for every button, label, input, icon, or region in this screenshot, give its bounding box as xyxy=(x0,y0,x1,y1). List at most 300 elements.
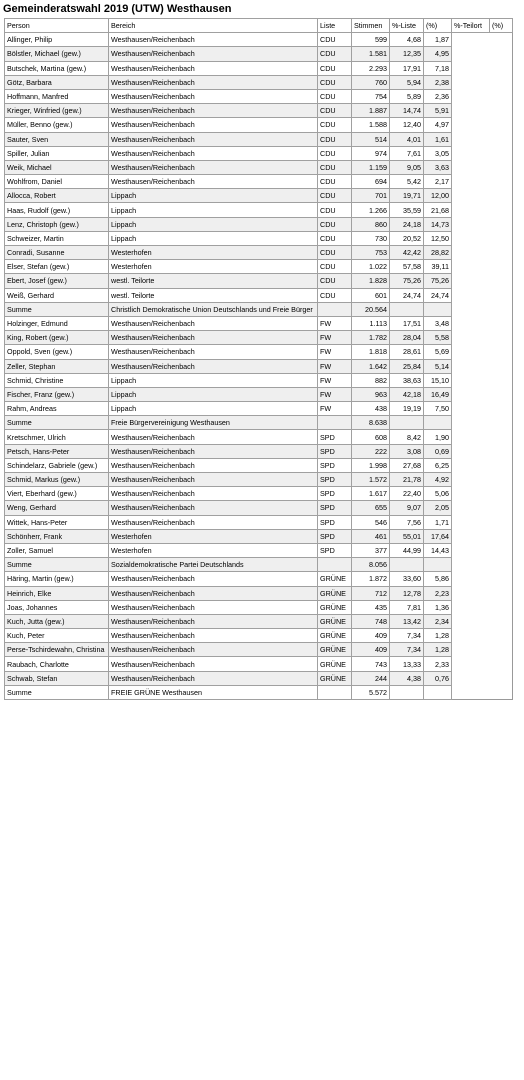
prozent-liste-cell: 7,81 xyxy=(390,600,424,614)
table-row xyxy=(5,600,513,614)
table-row xyxy=(5,132,513,146)
table-row xyxy=(5,586,513,600)
person-cell: Hoffmann, Manfred xyxy=(5,89,109,103)
bereich-cell: Westhausen/Reichenbach xyxy=(109,572,318,586)
liste-cell: SPD xyxy=(318,515,352,529)
stimmen-cell: 1.782 xyxy=(352,331,390,345)
bereich-cell: Westhausen/Reichenbach xyxy=(109,430,318,444)
table-row xyxy=(5,316,513,330)
stimmen-cell: 760 xyxy=(352,75,390,89)
prozent-cell: 5,14 xyxy=(424,359,452,373)
person-cell: Schmid, Christine xyxy=(5,373,109,387)
table-row xyxy=(5,260,513,274)
bereich-cell: Westhausen/Reichenbach xyxy=(109,487,318,501)
table-row xyxy=(5,501,513,515)
empty-cell xyxy=(452,118,513,132)
person-cell: Schwab, Stefan xyxy=(5,671,109,685)
prozent-cell: 5,86 xyxy=(424,572,452,586)
person-cell: Kuch, Peter xyxy=(5,629,109,643)
prozent-cell: 28,82 xyxy=(424,246,452,260)
stimmen-cell: 701 xyxy=(352,189,390,203)
prozent-liste-cell xyxy=(390,558,424,572)
empty-cell xyxy=(452,529,513,543)
empty-cell xyxy=(452,657,513,671)
liste-cell: GRÜNE xyxy=(318,643,352,657)
stimmen-cell: 882 xyxy=(352,373,390,387)
empty-cell xyxy=(452,246,513,260)
empty-cell xyxy=(452,416,513,430)
bereich-cell: Westhausen/Reichenbach xyxy=(109,75,318,89)
stimmen-cell: 1.642 xyxy=(352,359,390,373)
person-cell: Schweizer, Martin xyxy=(5,231,109,245)
header-prozent-2: (%) xyxy=(490,19,513,33)
prozent-cell: 1,87 xyxy=(424,33,452,47)
empty-cell xyxy=(452,302,513,316)
header-prozent-1: (%) xyxy=(424,19,452,33)
stimmen-cell: 974 xyxy=(352,146,390,160)
liste-cell: CDU xyxy=(318,146,352,160)
bereich-cell: FREIE GRÜNE Westhausen xyxy=(109,685,318,699)
header-person: Person xyxy=(5,19,109,33)
liste-cell: CDU xyxy=(318,175,352,189)
liste-cell: GRÜNE xyxy=(318,629,352,643)
table-row xyxy=(5,189,513,203)
prozent-cell: 24,74 xyxy=(424,288,452,302)
prozent-cell: 2,34 xyxy=(424,614,452,628)
prozent-cell: 17,64 xyxy=(424,529,452,543)
table-row xyxy=(5,487,513,501)
prozent-liste-cell: 75,26 xyxy=(390,274,424,288)
table-row xyxy=(5,231,513,245)
liste-cell: GRÜNE xyxy=(318,671,352,685)
bereich-cell: Westhausen/Reichenbach xyxy=(109,175,318,189)
stimmen-cell: 599 xyxy=(352,33,390,47)
empty-cell xyxy=(452,402,513,416)
person-cell: Schönherr, Frank xyxy=(5,529,109,543)
prozent-cell: 2,17 xyxy=(424,175,452,189)
empty-cell xyxy=(452,671,513,685)
prozent-liste-cell: 17,91 xyxy=(390,61,424,75)
prozent-liste-cell: 13,33 xyxy=(390,657,424,671)
prozent-cell xyxy=(424,558,452,572)
liste-cell: FW xyxy=(318,373,352,387)
bereich-cell: Westerhofen xyxy=(109,543,318,557)
liste-cell: SPD xyxy=(318,487,352,501)
stimmen-cell: 1.266 xyxy=(352,203,390,217)
bereich-cell: westl. Teilorte xyxy=(109,288,318,302)
bereich-cell: Westhausen/Reichenbach xyxy=(109,643,318,657)
stimmen-cell: 20.564 xyxy=(352,302,390,316)
stimmen-cell: 748 xyxy=(352,614,390,628)
empty-cell xyxy=(452,543,513,557)
summary-row xyxy=(5,685,513,699)
stimmen-cell: 5.572 xyxy=(352,685,390,699)
stimmen-cell: 1.818 xyxy=(352,345,390,359)
table-body xyxy=(5,33,513,700)
person-cell: Holzinger, Edmund xyxy=(5,316,109,330)
bereich-cell: Lippach xyxy=(109,387,318,401)
bereich-cell: Westhausen/Reichenbach xyxy=(109,444,318,458)
empty-cell xyxy=(452,515,513,529)
liste-cell xyxy=(318,416,352,430)
prozent-cell: 12,00 xyxy=(424,189,452,203)
liste-cell: SPD xyxy=(318,430,352,444)
prozent-liste-cell: 5,94 xyxy=(390,75,424,89)
header-prozent-liste: %-Liste xyxy=(390,19,424,33)
prozent-liste-cell: 12,35 xyxy=(390,47,424,61)
person-cell: Wohlfrom, Daniel xyxy=(5,175,109,189)
bereich-cell: Westhausen/Reichenbach xyxy=(109,614,318,628)
person-cell: Fischer, Franz (gew.) xyxy=(5,387,109,401)
table-row xyxy=(5,430,513,444)
table-row xyxy=(5,274,513,288)
stimmen-cell: 514 xyxy=(352,132,390,146)
liste-cell: GRÜNE xyxy=(318,600,352,614)
empty-cell xyxy=(452,387,513,401)
prozent-cell: 2,38 xyxy=(424,75,452,89)
stimmen-cell: 438 xyxy=(352,402,390,416)
stimmen-cell: 244 xyxy=(352,671,390,685)
prozent-cell: 14,73 xyxy=(424,217,452,231)
prozent-cell: 3,48 xyxy=(424,316,452,330)
prozent-liste-cell: 19,19 xyxy=(390,402,424,416)
prozent-cell: 5,91 xyxy=(424,104,452,118)
person-cell: Spiller, Julian xyxy=(5,146,109,160)
table-row xyxy=(5,146,513,160)
empty-cell xyxy=(452,203,513,217)
liste-cell: CDU xyxy=(318,132,352,146)
person-cell: Zoller, Samuel xyxy=(5,543,109,557)
prozent-liste-cell xyxy=(390,302,424,316)
bereich-cell: Lippach xyxy=(109,231,318,245)
prozent-cell: 2,33 xyxy=(424,657,452,671)
prozent-cell xyxy=(424,416,452,430)
liste-cell xyxy=(318,302,352,316)
prozent-cell: 4,92 xyxy=(424,473,452,487)
prozent-cell: 3,05 xyxy=(424,146,452,160)
stimmen-cell: 1.159 xyxy=(352,160,390,174)
table-row xyxy=(5,529,513,543)
bereich-cell: westl. Teilorte xyxy=(109,274,318,288)
liste-cell: SPD xyxy=(318,529,352,543)
person-cell: Summe xyxy=(5,558,109,572)
liste-cell: CDU xyxy=(318,260,352,274)
liste-cell: FW xyxy=(318,387,352,401)
empty-cell xyxy=(452,501,513,515)
liste-cell: CDU xyxy=(318,75,352,89)
bereich-cell: Westhausen/Reichenbach xyxy=(109,61,318,75)
empty-cell xyxy=(452,473,513,487)
prozent-cell: 0,76 xyxy=(424,671,452,685)
stimmen-cell: 1.617 xyxy=(352,487,390,501)
prozent-cell: 2,36 xyxy=(424,89,452,103)
header-bereich: Bereich xyxy=(109,19,318,33)
bereich-cell: Westhausen/Reichenbach xyxy=(109,515,318,529)
liste-cell: FW xyxy=(318,359,352,373)
liste-cell: SPD xyxy=(318,501,352,515)
stimmen-cell: 1.572 xyxy=(352,473,390,487)
header-liste: Liste xyxy=(318,19,352,33)
prozent-liste-cell xyxy=(390,416,424,430)
stimmen-cell: 461 xyxy=(352,529,390,543)
prozent-cell: 16,49 xyxy=(424,387,452,401)
results-table xyxy=(4,18,513,700)
person-cell: Petsch, Hans-Peter xyxy=(5,444,109,458)
table-row xyxy=(5,473,513,487)
liste-cell: CDU xyxy=(318,203,352,217)
table-row xyxy=(5,331,513,345)
liste-cell: GRÜNE xyxy=(318,586,352,600)
person-cell: Häring, Martin (gew.) xyxy=(5,572,109,586)
empty-cell xyxy=(452,685,513,699)
table-row xyxy=(5,671,513,685)
stimmen-cell: 1.588 xyxy=(352,118,390,132)
person-cell: Weik, Michael xyxy=(5,160,109,174)
bereich-cell: Westhausen/Reichenbach xyxy=(109,316,318,330)
liste-cell: CDU xyxy=(318,274,352,288)
prozent-liste-cell: 19,71 xyxy=(390,189,424,203)
prozent-cell: 1,90 xyxy=(424,430,452,444)
bereich-cell: Westhausen/Reichenbach xyxy=(109,657,318,671)
person-cell: Heinrich, Elke xyxy=(5,586,109,600)
prozent-liste-cell: 4,68 xyxy=(390,33,424,47)
bereich-cell: Lippach xyxy=(109,203,318,217)
prozent-cell: 1,36 xyxy=(424,600,452,614)
empty-cell xyxy=(452,61,513,75)
bereich-cell: Westhausen/Reichenbach xyxy=(109,586,318,600)
liste-cell: CDU xyxy=(318,61,352,75)
prozent-cell: 5,06 xyxy=(424,487,452,501)
empty-cell xyxy=(452,572,513,586)
prozent-cell: 5,69 xyxy=(424,345,452,359)
prozent-liste-cell: 57,58 xyxy=(390,260,424,274)
prozent-cell: 14,43 xyxy=(424,543,452,557)
table-row xyxy=(5,444,513,458)
person-cell: Bölstler, Michael (gew.) xyxy=(5,47,109,61)
summary-row xyxy=(5,302,513,316)
empty-cell xyxy=(452,160,513,174)
stimmen-cell: 860 xyxy=(352,217,390,231)
table-row xyxy=(5,246,513,260)
liste-cell: GRÜNE xyxy=(318,657,352,671)
prozent-cell: 3,63 xyxy=(424,160,452,174)
person-cell: Summe xyxy=(5,416,109,430)
empty-cell xyxy=(452,331,513,345)
prozent-liste-cell: 24,74 xyxy=(390,288,424,302)
prozent-liste-cell: 24,18 xyxy=(390,217,424,231)
prozent-liste-cell: 21,78 xyxy=(390,473,424,487)
person-cell: Conradi, Susanne xyxy=(5,246,109,260)
table-header-row xyxy=(5,19,513,33)
stimmen-cell: 435 xyxy=(352,600,390,614)
prozent-liste-cell: 13,42 xyxy=(390,614,424,628)
prozent-cell: 1,28 xyxy=(424,643,452,657)
person-cell: Elser, Stefan (gew.) xyxy=(5,260,109,274)
person-cell: Haas, Rudolf (gew.) xyxy=(5,203,109,217)
table-row xyxy=(5,47,513,61)
table-row xyxy=(5,160,513,174)
prozent-cell: 12,50 xyxy=(424,231,452,245)
prozent-liste-cell: 4,38 xyxy=(390,671,424,685)
empty-cell xyxy=(452,373,513,387)
person-cell: Allinger, Philip xyxy=(5,33,109,47)
person-cell: Allocca, Robert xyxy=(5,189,109,203)
page-title: Gemeinderatswahl 2019 (UTW) Westhausen xyxy=(3,3,232,15)
stimmen-cell: 1.872 xyxy=(352,572,390,586)
prozent-liste-cell: 55,01 xyxy=(390,529,424,543)
prozent-liste-cell: 17,51 xyxy=(390,316,424,330)
liste-cell: SPD xyxy=(318,543,352,557)
liste-cell: SPD xyxy=(318,458,352,472)
person-cell: Schindelarz, Gabriele (gew.) xyxy=(5,458,109,472)
stimmen-cell: 712 xyxy=(352,586,390,600)
prozent-liste-cell: 33,60 xyxy=(390,572,424,586)
liste-cell: FW xyxy=(318,345,352,359)
empty-cell xyxy=(452,316,513,330)
table-row xyxy=(5,629,513,643)
liste-cell: SPD xyxy=(318,444,352,458)
prozent-cell: 1,28 xyxy=(424,629,452,643)
bereich-cell: Westhausen/Reichenbach xyxy=(109,89,318,103)
table-row xyxy=(5,458,513,472)
empty-cell xyxy=(452,430,513,444)
bereich-cell: Sozialdemokratische Partei Deutschlands xyxy=(109,558,318,572)
prozent-liste-cell: 28,61 xyxy=(390,345,424,359)
liste-cell: FW xyxy=(318,316,352,330)
prozent-cell: 7,50 xyxy=(424,402,452,416)
stimmen-cell: 8.638 xyxy=(352,416,390,430)
empty-cell xyxy=(452,33,513,47)
person-cell: Joas, Johannes xyxy=(5,600,109,614)
header-stimmen: Stimmen xyxy=(352,19,390,33)
bereich-cell: Westhausen/Reichenbach xyxy=(109,104,318,118)
prozent-liste-cell: 25,84 xyxy=(390,359,424,373)
liste-cell: CDU xyxy=(318,33,352,47)
stimmen-cell: 2.293 xyxy=(352,61,390,75)
person-cell: Viert, Eberhard (gew.) xyxy=(5,487,109,501)
empty-cell xyxy=(452,89,513,103)
person-cell: Summe xyxy=(5,302,109,316)
table-row xyxy=(5,657,513,671)
bereich-cell: Westhausen/Reichenbach xyxy=(109,146,318,160)
bereich-cell: Westhausen/Reichenbach xyxy=(109,671,318,685)
liste-cell: CDU xyxy=(318,231,352,245)
prozent-liste-cell: 5,42 xyxy=(390,175,424,189)
table-row xyxy=(5,515,513,529)
person-cell: Sauter, Sven xyxy=(5,132,109,146)
empty-cell xyxy=(452,458,513,472)
table-row xyxy=(5,175,513,189)
empty-cell xyxy=(452,444,513,458)
prozent-cell: 21,68 xyxy=(424,203,452,217)
table-row xyxy=(5,373,513,387)
person-cell: King, Robert (gew.) xyxy=(5,331,109,345)
empty-cell xyxy=(452,217,513,231)
table-row xyxy=(5,359,513,373)
empty-cell xyxy=(452,47,513,61)
person-cell: Ebert, Josef (gew.) xyxy=(5,274,109,288)
empty-cell xyxy=(452,260,513,274)
bereich-cell: Lippach xyxy=(109,373,318,387)
bereich-cell: Christlich Demokratische Union Deutschlands und Freie Bürger xyxy=(109,302,318,316)
prozent-cell: 6,25 xyxy=(424,458,452,472)
empty-cell xyxy=(452,614,513,628)
table-row xyxy=(5,75,513,89)
empty-cell xyxy=(452,487,513,501)
liste-cell: GRÜNE xyxy=(318,572,352,586)
person-cell: Krieger, Winfried (gew.) xyxy=(5,104,109,118)
empty-cell xyxy=(452,175,513,189)
stimmen-cell: 1.828 xyxy=(352,274,390,288)
prozent-cell: 4,95 xyxy=(424,47,452,61)
prozent-liste-cell: 38,63 xyxy=(390,373,424,387)
person-cell: Perse-Tschirdewahn, Christina xyxy=(5,643,109,657)
prozent-cell: 39,11 xyxy=(424,260,452,274)
person-cell: Summe xyxy=(5,685,109,699)
person-cell: Rahm, Andreas xyxy=(5,402,109,416)
empty-cell xyxy=(452,558,513,572)
prozent-liste-cell: 7,56 xyxy=(390,515,424,529)
empty-cell xyxy=(452,132,513,146)
person-cell: Götz, Barbara xyxy=(5,75,109,89)
prozent-liste-cell: 4,01 xyxy=(390,132,424,146)
stimmen-cell: 409 xyxy=(352,629,390,643)
person-cell: Schmid, Markus (gew.) xyxy=(5,473,109,487)
prozent-liste-cell: 9,07 xyxy=(390,501,424,515)
prozent-cell: 15,10 xyxy=(424,373,452,387)
person-cell: Kuch, Jutta (gew.) xyxy=(5,614,109,628)
liste-cell: CDU xyxy=(318,288,352,302)
bereich-cell: Westhausen/Reichenbach xyxy=(109,501,318,515)
stimmen-cell: 8.056 xyxy=(352,558,390,572)
table-row xyxy=(5,61,513,75)
empty-cell xyxy=(452,288,513,302)
prozent-liste-cell: 8,42 xyxy=(390,430,424,444)
empty-cell xyxy=(452,189,513,203)
stimmen-cell: 963 xyxy=(352,387,390,401)
bereich-cell: Lippach xyxy=(109,189,318,203)
liste-cell: CDU xyxy=(318,118,352,132)
prozent-liste-cell: 12,40 xyxy=(390,118,424,132)
prozent-liste-cell xyxy=(390,685,424,699)
prozent-cell: 4,97 xyxy=(424,118,452,132)
stimmen-cell: 409 xyxy=(352,643,390,657)
stimmen-cell: 546 xyxy=(352,515,390,529)
person-cell: Butschek, Martina (gew.) xyxy=(5,61,109,75)
stimmen-cell: 601 xyxy=(352,288,390,302)
bereich-cell: Lippach xyxy=(109,402,318,416)
person-cell: Weiß, Gerhard xyxy=(5,288,109,302)
stimmen-cell: 743 xyxy=(352,657,390,671)
liste-cell: FW xyxy=(318,331,352,345)
empty-cell xyxy=(452,146,513,160)
table-row xyxy=(5,203,513,217)
empty-cell xyxy=(452,643,513,657)
empty-cell xyxy=(452,345,513,359)
prozent-liste-cell: 28,04 xyxy=(390,331,424,345)
empty-cell xyxy=(452,359,513,373)
bereich-cell: Freie Bürgervereinigung Westhausen xyxy=(109,416,318,430)
stimmen-cell: 1.022 xyxy=(352,260,390,274)
bereich-cell: Westhausen/Reichenbach xyxy=(109,132,318,146)
empty-cell xyxy=(452,600,513,614)
prozent-cell: 5,58 xyxy=(424,331,452,345)
stimmen-cell: 1.581 xyxy=(352,47,390,61)
empty-cell xyxy=(452,586,513,600)
liste-cell: GRÜNE xyxy=(318,614,352,628)
stimmen-cell: 754 xyxy=(352,89,390,103)
table-row xyxy=(5,402,513,416)
